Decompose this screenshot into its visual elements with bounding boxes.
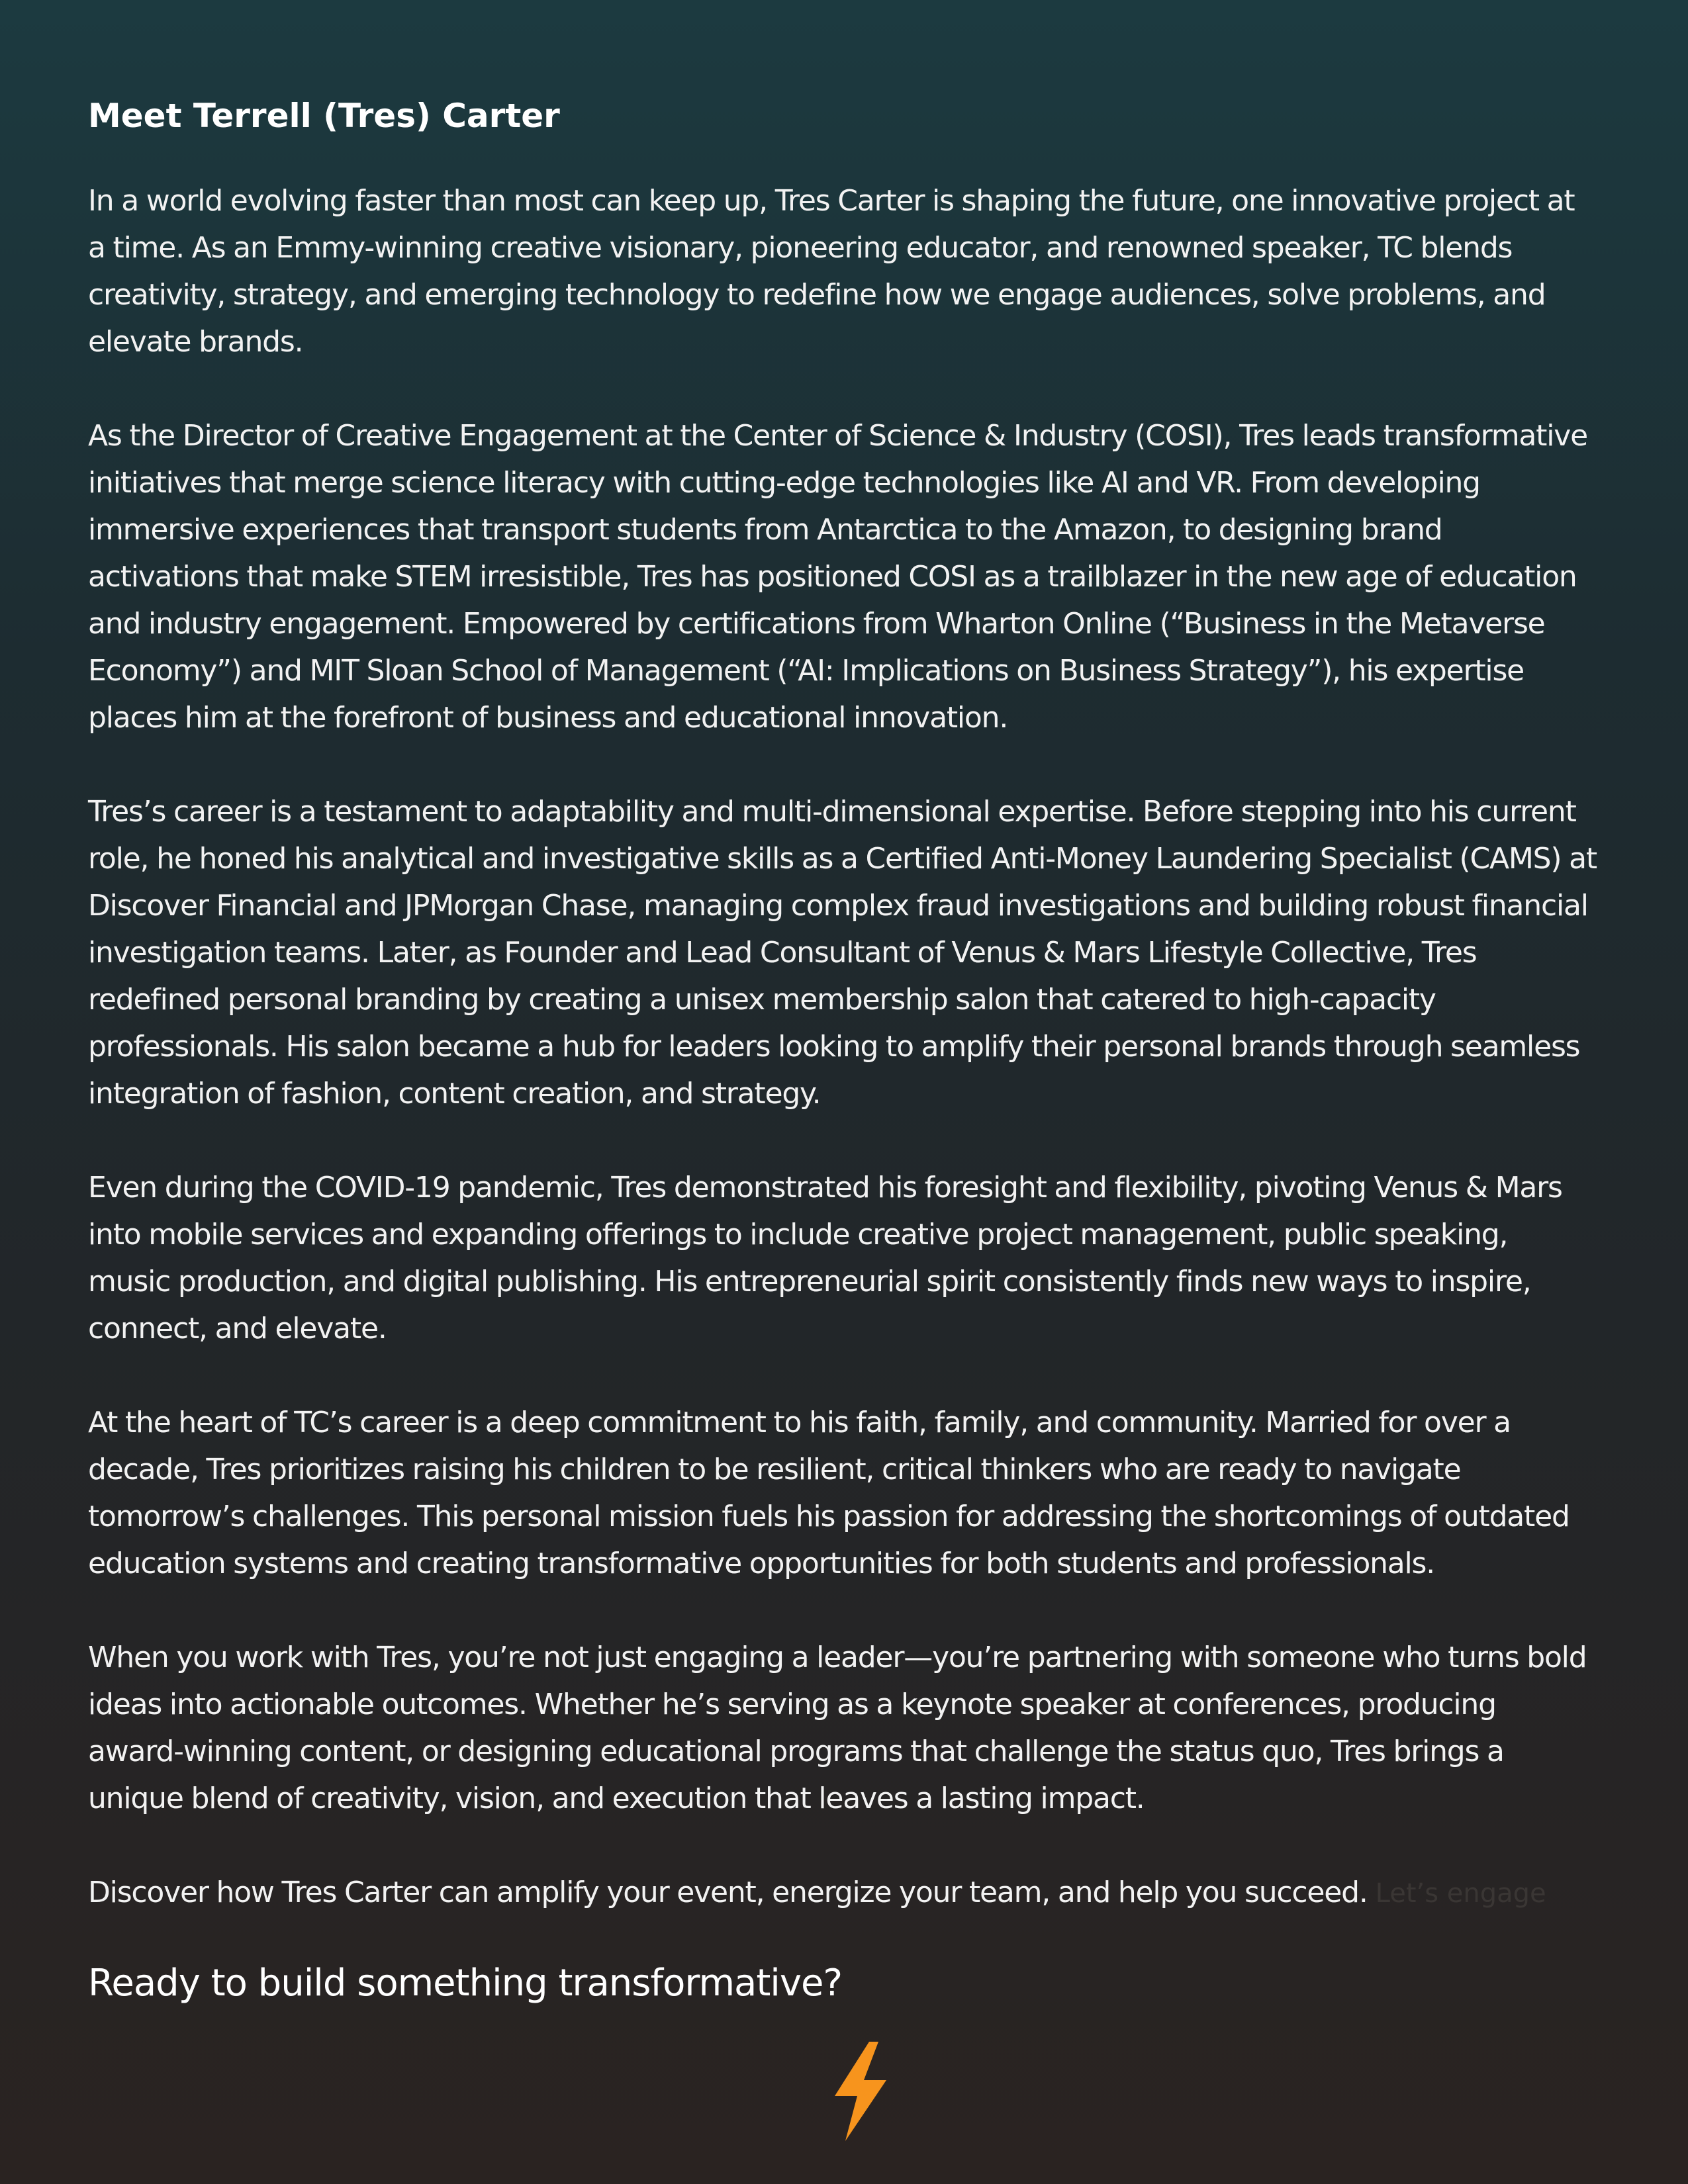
closing-line: Discover how Tres Carter can amplify your event, energize your team, and help you succeed.	[88, 1876, 1368, 1909]
bio-paragraph-pandemic: Even during the COVID-19 pandemic, Tres demonstrated his foresight and flexibility, pivoting Venus & Mars into mobile services and expanding offerings to include creative project management, public speaking, music production, and digital publishing. His entrepreneurial spirit consistently finds new ways to inspire, connect, and elevate.	[88, 1171, 1562, 1345]
bio-page	[88, 93, 1597, 2010]
bio-paragraph-family: At the heart of TC’s career is a deep commitment to his faith, family, and community. Married for over a decade, Tres prioritizes raising his children to be resilient, critical thinkers who are ready to navigate tomorrow’s challenges. This personal mission fuels his passion for addressing the shortcomings of outdated education systems and creating transformative opportunities for both students and professionals.	[88, 1406, 1570, 1580]
bio-paragraph-career: Tres’s career is a testament to adaptability and multi-dimensional expertise. Before stepping into his current role, he honed his analytical and investigative skills as a Certified Anti-Money Laundering Specialist (CAMS) at Discover Financial and JPMorgan Chase, managing complex fraud investigations and building robust financial investigation teams. Later, as Founder and Lead Consultant of Venus & Mars Lifestyle Collective, Tres redefined personal branding by creating a unisex membership salon that catered to high-capacity professionals. His salon became a hub for leaders looking to amplify their personal brands through seamless integration of fashion, content creation, and strategy.	[88, 795, 1597, 1111]
closing-ghost-text: Let’s engage	[1375, 1878, 1546, 1909]
bio-paragraph-intro: In a world evolving faster than most can keep up, Tres Carter is shaping the future, one innovative project at a time. As an Emmy-winning creative visionary, pioneering educator, and renowned speaker, TC blends creativity, strategy, and emerging technology to redefine how we engage audiences, solve problems, and elevate brands.	[88, 184, 1575, 359]
bio-paragraph-cosi: As the Director of Creative Engagement at the Center of Science & Industry (COSI), Tres leads transformative initiatives that merge science literacy with cutting-edge technologies like AI and VR. From developing immersive experiences that transport students from Antarctica to the Amazon, to designing brand activations that make STEM irresistible, Tres has positioned COSI as a trailblazer in the new age of education and industry engagement. Empowered by certifications from Wharton Online (“Business in the Metaverse Economy”) and MIT Sloan School of Management (“AI: Implications on Business Strategy”), his expertise places him at the forefront of business and educational innovation.	[88, 419, 1587, 735]
lightning-bolt-icon	[831, 2042, 890, 2141]
closing-row	[88, 1869, 1597, 1916]
lightning-bolt-shape	[835, 2042, 886, 2141]
page-title: Meet Terrell (Tres) Carter	[88, 97, 560, 135]
call-to-action: Ready to build something transformative?	[88, 1962, 843, 2005]
bio-paragraph-work-with: When you work with Tres, you’re not just engaging a leader—you’re partnering with someone who turns bold ideas into actionable outcomes. Whether he’s serving as a keynote speaker at conferences, producing award-winning content, or designing educational programs that challenge the status quo, Tres brings a unique blend of creativity, vision, and execution that leaves a lasting impact.	[88, 1641, 1587, 1815]
